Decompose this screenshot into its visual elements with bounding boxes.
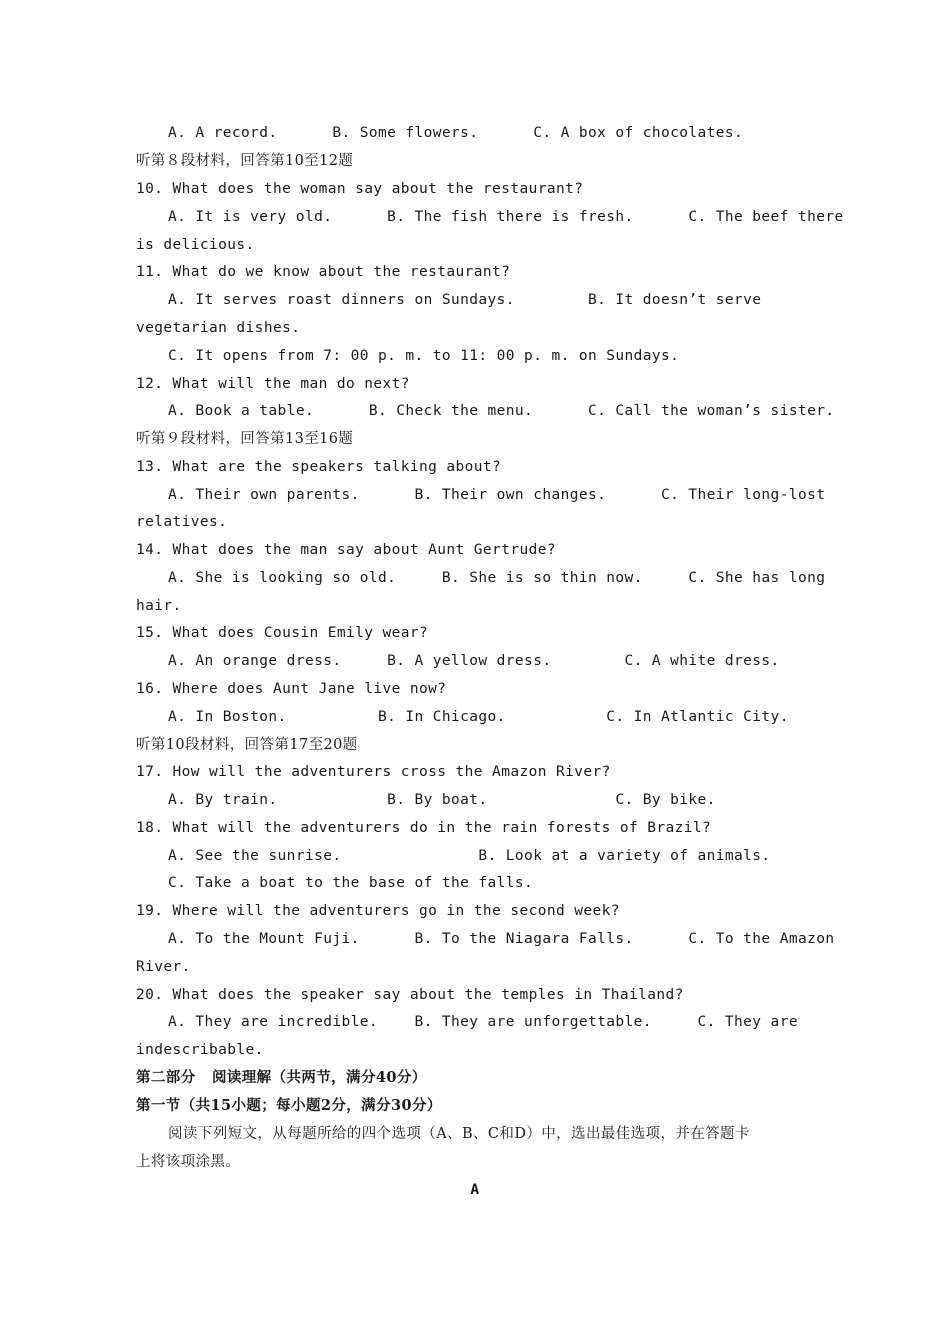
question-18: 18. What will the adventurers do in the rain forests of Brazil? [136,820,712,836]
instructions: 阅读下列短文，从每题所给的四个选项（A、B、C和D）中，选出最佳选项，并在答题卡 [168,1126,750,1142]
q12-options: A. Book a table. B. Check the menu. C. Call the woman’s sister. [168,403,835,419]
section-header-9: 听第９段材料，回答第13至16题 [136,431,354,447]
q18-options: A. See the sunrise. B. Look at a variety of animals. [168,848,771,864]
q9-options: A. A record. B. Some flowers. C. A box of chocolates. [168,125,744,141]
question-14: 14. What does the man say about Aunt Gertrude? [136,542,556,558]
q17-options: A. By train. B. By boat. C. By bike. [168,792,716,808]
question-12: 12. What will the man do next? [136,376,410,392]
q20-options-cont: indescribable. [136,1042,264,1058]
q11-option-c: C. It opens from 7: 00 p. m. to 11: 00 p. m. on Sundays. [168,348,680,364]
question-15: 15. What does Cousin Emily wear? [136,625,429,641]
q19-options: A. To the Mount Fuji. B. To the Niagara Falls. C. To the Amazon [168,931,835,947]
q10-options-cont: is delicious. [136,237,255,253]
q14-options: A. She is looking so old. B. She is so thin now. C. She has long [168,570,826,586]
question-20: 20. What does the speaker say about the temples in Thailand? [136,987,684,1003]
section-header-10: 听第10段材料，回答第17至20题 [136,737,358,753]
q11-options-cont: vegetarian dishes. [136,320,301,336]
question-17: 17. How will the adventurers cross the Amazon River? [136,764,611,780]
question-16: 16. Where does Aunt Jane live now? [136,681,447,697]
q11-options: A. It serves roast dinners on Sundays. B. It doesn’t serve [168,292,762,308]
part-two-heading: 第二部分 阅读理解（共两节，满分40分） [136,1069,427,1086]
question-13: 13. What are the speakers talking about? [136,459,502,475]
q13-options-cont: relatives. [136,514,228,530]
question-10: 10. What does the woman say about the restaurant? [136,181,584,197]
q18-option-c: C. Take a boat to the base of the falls. [168,875,534,891]
q15-options: A. An orange dress. B. A yellow dress. C. A white dress. [168,653,780,669]
q13-options: A. Their own parents. B. Their own changes. C. Their long-lost [168,487,826,503]
instructions-cont: 上将该项涂黑。 [136,1154,241,1170]
q10-options: A. It is very old. B. The fish there is fresh. C. The beef there [168,209,844,225]
q19-options-cont: River. [136,959,191,975]
question-19: 19. Where will the adventurers go in the second week? [136,903,620,919]
section-one-heading: 第一节（共15小题；每小题2分，满分30分） [136,1097,442,1114]
q20-options: A. They are incredible. B. They are unforgettable. C. They are [168,1014,798,1030]
q16-options: A. In Boston. B. In Chicago. C. In Atlantic City. [168,709,789,725]
section-header-8: 听第８段材料，回答第10至12题 [136,153,354,169]
passage-label: A [470,1182,480,1198]
q14-options-cont: hair. [136,598,182,614]
question-11: 11. What do we know about the restaurant? [136,264,511,280]
